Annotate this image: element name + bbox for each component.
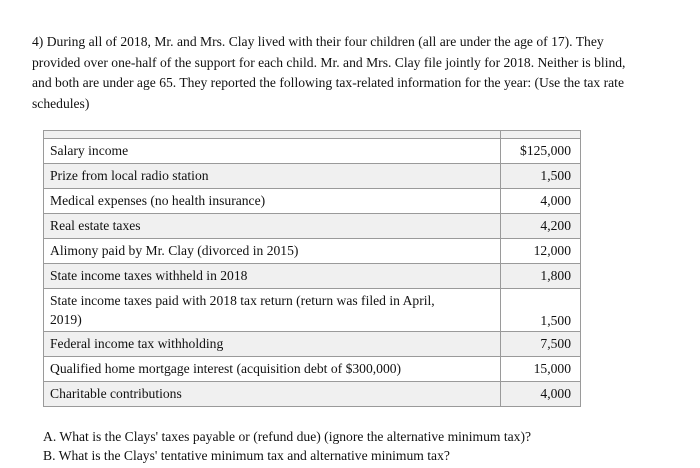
header-cell — [44, 131, 501, 139]
tax-info-table — [43, 130, 581, 407]
table-row — [44, 139, 581, 164]
table-row — [44, 214, 581, 239]
problem-line: provided over one-half of the support for each child. Mr. and Mrs. Clay file jointly for 2018. Neither is blind, — [32, 54, 626, 70]
row-label-line: 2019) — [50, 312, 82, 327]
row-amount: 7,500 — [501, 332, 581, 357]
row-label — [44, 289, 501, 332]
row-amount: 15,000 — [501, 357, 581, 382]
row-label: Qualified home mortgage interest (acquisition debt of $300,000) — [44, 357, 501, 382]
table-row — [44, 264, 581, 289]
row-label: Medical expenses (no health insurance) — [44, 189, 501, 214]
table-row — [44, 357, 581, 382]
row-amount: 1,500 — [501, 289, 581, 332]
row-amount: 12,000 — [501, 239, 581, 264]
row-label: State income taxes withheld in 2018 — [44, 264, 501, 289]
row-label-line: State income taxes paid with 2018 tax return (return was filed in April, — [50, 293, 435, 308]
table-row — [44, 239, 581, 264]
table-row — [44, 382, 581, 407]
table-row — [44, 189, 581, 214]
table-row — [44, 332, 581, 357]
problem-line: 4) During all of 2018, Mr. and Mrs. Clay lived with their four children (all are under the age of 17). They — [32, 34, 604, 49]
row-label: Alimony paid by Mr. Clay (divorced in 2015) — [44, 239, 501, 264]
problem-statement — [32, 32, 692, 114]
row-amount: $125,000 — [501, 139, 581, 164]
row-amount: 1,800 — [501, 264, 581, 289]
header-cell — [501, 131, 581, 139]
row-amount: 4,000 — [501, 382, 581, 407]
row-label: Federal income tax withholding — [44, 332, 501, 357]
row-label: Salary income — [44, 139, 501, 164]
question-a: A. What is the Clays' taxes payable or (refund due) (ignore the alternative minimum tax)? — [43, 429, 532, 444]
row-label: Charitable contributions — [44, 382, 501, 407]
question-b: B. What is the Clays' tentative minimum tax and alternative minimum tax? — [43, 448, 450, 463]
row-label: Real estate taxes — [44, 214, 501, 239]
questions — [43, 427, 663, 465]
row-amount: 4,200 — [501, 214, 581, 239]
row-label: Prize from local radio station — [44, 164, 501, 189]
table-row — [44, 164, 581, 189]
table-row — [44, 289, 581, 332]
problem-line: schedules) — [32, 95, 90, 111]
table-header-row — [44, 131, 581, 139]
row-amount: 4,000 — [501, 189, 581, 214]
problem-line: and both are under age 65. They reported the following tax-related information for the year: (Use the tax rate — [32, 75, 624, 90]
row-amount: 1,500 — [501, 164, 581, 189]
